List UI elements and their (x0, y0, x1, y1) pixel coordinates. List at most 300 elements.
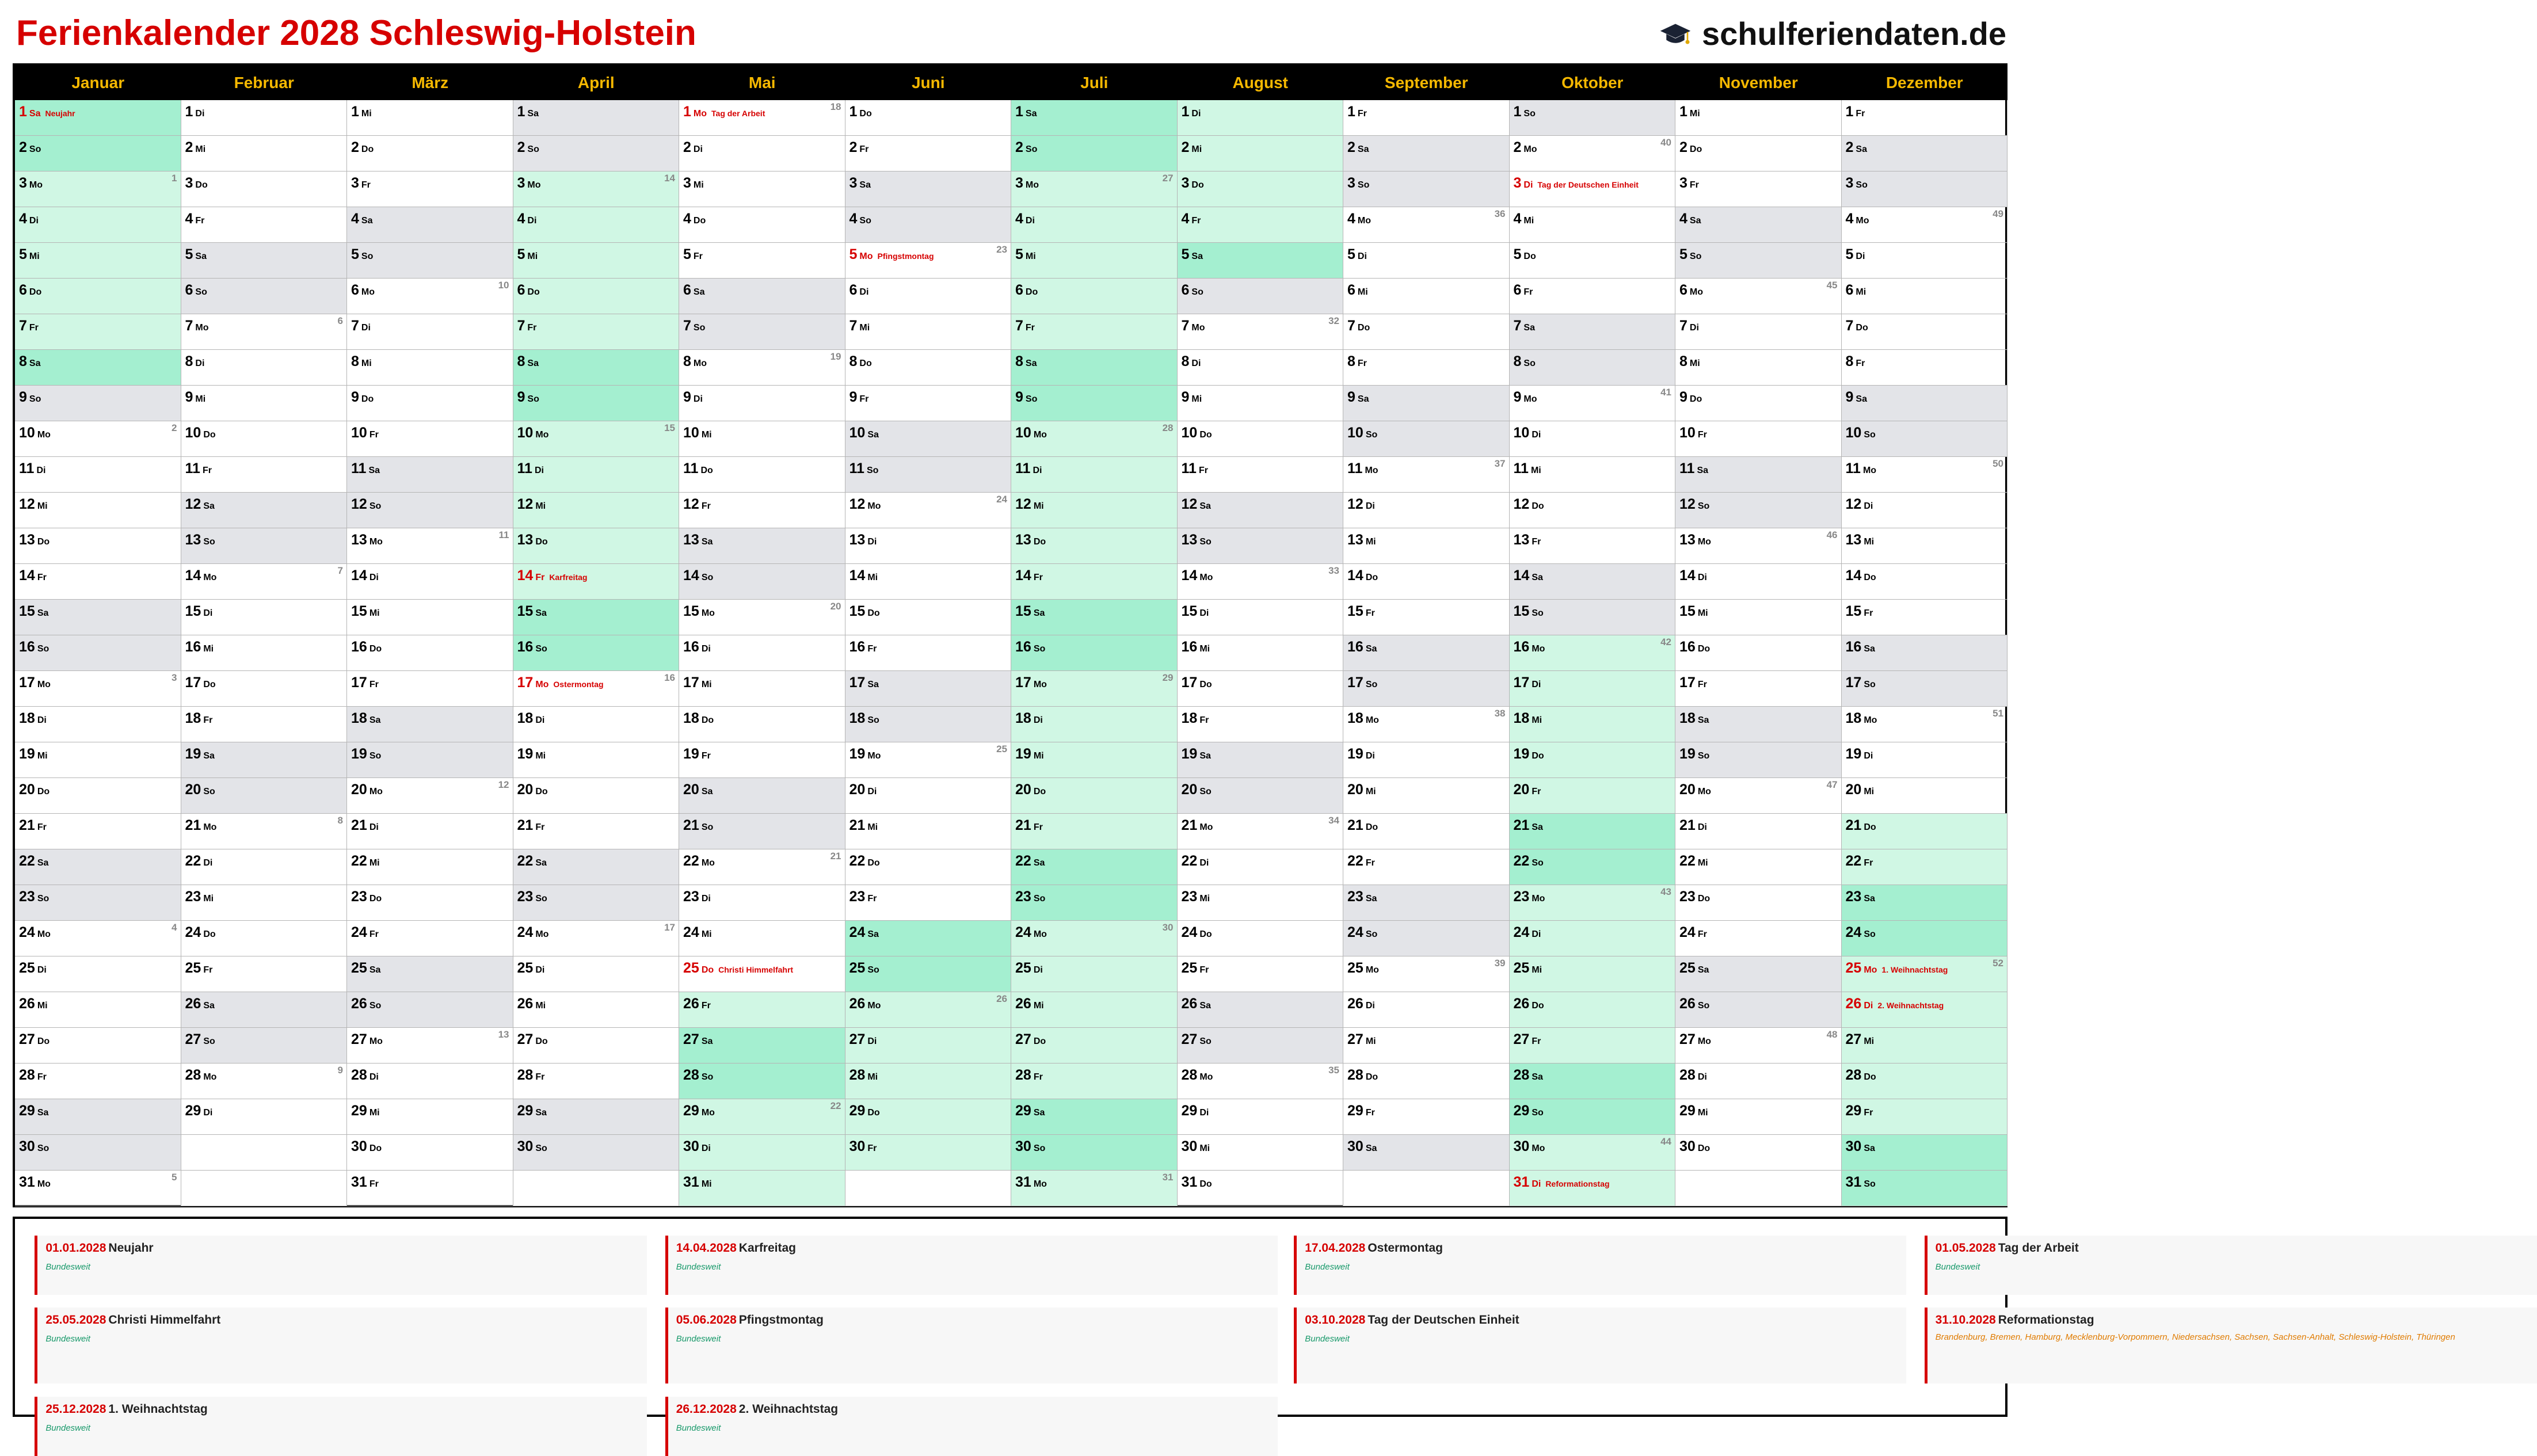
day-cell[interactable] (679, 421, 845, 457)
day-cell[interactable] (347, 1028, 513, 1064)
day-cell[interactable] (1842, 457, 2008, 493)
day-cell[interactable] (513, 1135, 680, 1171)
day-cell[interactable] (1011, 814, 1178, 849)
day-cell[interactable] (1510, 421, 1676, 457)
day-cell[interactable] (513, 564, 680, 600)
day-cell[interactable] (181, 778, 348, 814)
day-cell[interactable] (15, 742, 181, 778)
day-cell[interactable] (845, 314, 1012, 350)
day-cell[interactable] (1510, 992, 1676, 1028)
day-cell[interactable] (15, 885, 181, 921)
day-cell[interactable] (1178, 778, 1344, 814)
day-cell[interactable] (1842, 386, 2008, 421)
day-cell[interactable] (1011, 671, 1178, 707)
day-cell[interactable] (181, 992, 348, 1028)
day-cell[interactable] (1011, 528, 1178, 564)
day-cell[interactable] (1510, 243, 1676, 279)
day-cell[interactable] (1011, 742, 1178, 778)
day-cell[interactable] (347, 1135, 513, 1171)
day-cell[interactable] (1178, 100, 1344, 136)
day-cell[interactable] (1842, 778, 2008, 814)
day-cell[interactable] (181, 849, 348, 885)
day-cell[interactable] (15, 992, 181, 1028)
day-cell[interactable] (513, 778, 680, 814)
day-cell[interactable] (679, 100, 845, 136)
day-cell[interactable] (1011, 956, 1178, 992)
day-cell[interactable] (513, 635, 680, 671)
day-cell[interactable] (513, 956, 680, 992)
day-cell[interactable] (513, 421, 680, 457)
day-cell[interactable] (1842, 1099, 2008, 1135)
day-cell[interactable] (181, 742, 348, 778)
day-cell[interactable] (15, 778, 181, 814)
day-cell[interactable] (1343, 885, 1510, 921)
day-cell[interactable] (181, 171, 348, 207)
day-cell[interactable] (1675, 136, 1842, 171)
day-cell[interactable] (181, 207, 348, 243)
day-cell[interactable] (1842, 956, 2008, 992)
day-cell[interactable] (1011, 849, 1178, 885)
day-cell[interactable] (347, 279, 513, 314)
day-cell[interactable] (1178, 1064, 1344, 1099)
day-cell[interactable] (1675, 564, 1842, 600)
day-cell[interactable] (845, 279, 1012, 314)
day-cell[interactable] (1011, 421, 1178, 457)
day-cell[interactable] (679, 457, 845, 493)
day-cell[interactable] (1842, 1171, 2008, 1206)
day-cell[interactable] (513, 279, 680, 314)
day-cell[interactable] (1675, 528, 1842, 564)
day-cell[interactable] (1178, 564, 1344, 600)
day-cell[interactable] (513, 1099, 680, 1135)
day-cell[interactable] (181, 635, 348, 671)
day-cell[interactable] (347, 707, 513, 742)
day-cell[interactable] (1011, 136, 1178, 171)
day-cell[interactable] (845, 600, 1012, 635)
day-cell[interactable] (347, 421, 513, 457)
day-cell[interactable] (513, 457, 680, 493)
day-cell[interactable] (1842, 849, 2008, 885)
day-cell[interactable] (15, 350, 181, 386)
day-cell[interactable] (1510, 814, 1676, 849)
day-cell[interactable] (513, 171, 680, 207)
day-cell[interactable] (845, 849, 1012, 885)
day-cell[interactable] (15, 1099, 181, 1135)
day-cell[interactable] (845, 956, 1012, 992)
day-cell[interactable] (15, 1171, 181, 1206)
day-cell[interactable] (15, 635, 181, 671)
day-cell[interactable] (181, 671, 348, 707)
day-cell[interactable] (1343, 386, 1510, 421)
day-cell[interactable] (347, 814, 513, 849)
day-cell[interactable] (1842, 207, 2008, 243)
day-cell[interactable] (679, 992, 845, 1028)
day-cell[interactable] (347, 742, 513, 778)
day-cell[interactable] (679, 849, 845, 885)
day-cell[interactable] (845, 421, 1012, 457)
day-cell[interactable] (15, 421, 181, 457)
day-cell[interactable] (513, 100, 680, 136)
day-cell[interactable] (1343, 1135, 1510, 1171)
day-cell[interactable] (679, 921, 845, 956)
day-cell[interactable] (181, 100, 348, 136)
day-cell[interactable] (1178, 707, 1344, 742)
day-cell[interactable] (1675, 421, 1842, 457)
day-cell[interactable] (181, 885, 348, 921)
day-cell[interactable] (15, 279, 181, 314)
day-cell[interactable] (1178, 671, 1344, 707)
day-cell[interactable] (347, 849, 513, 885)
day-cell[interactable] (1675, 742, 1842, 778)
day-cell[interactable] (347, 600, 513, 635)
day-cell[interactable] (679, 1171, 845, 1206)
day-cell[interactable] (181, 921, 348, 956)
day-cell[interactable] (347, 350, 513, 386)
day-cell[interactable] (1178, 921, 1344, 956)
day-cell[interactable] (15, 1135, 181, 1171)
day-cell[interactable] (845, 814, 1012, 849)
day-cell[interactable] (347, 1171, 513, 1206)
day-cell[interactable] (1178, 1171, 1344, 1206)
day-cell[interactable] (513, 671, 680, 707)
day-cell[interactable] (1011, 243, 1178, 279)
day-cell[interactable] (1675, 457, 1842, 493)
day-cell[interactable] (1842, 814, 2008, 849)
day-cell[interactable] (1178, 885, 1344, 921)
day-cell[interactable] (845, 493, 1012, 528)
day-cell[interactable] (679, 885, 845, 921)
day-cell[interactable] (181, 243, 348, 279)
day-cell[interactable] (347, 207, 513, 243)
day-cell[interactable] (15, 171, 181, 207)
day-cell[interactable] (1675, 778, 1842, 814)
day-cell[interactable] (513, 814, 680, 849)
day-cell[interactable] (1343, 171, 1510, 207)
day-cell[interactable] (513, 314, 680, 350)
day-cell[interactable] (1011, 207, 1178, 243)
day-cell[interactable] (1178, 314, 1344, 350)
day-cell[interactable] (1842, 992, 2008, 1028)
day-cell[interactable] (1510, 100, 1676, 136)
day-cell[interactable] (679, 1028, 845, 1064)
day-cell[interactable] (181, 528, 348, 564)
day-cell[interactable] (181, 136, 348, 171)
day-cell[interactable] (845, 528, 1012, 564)
day-cell[interactable] (347, 528, 513, 564)
day-cell[interactable] (1510, 528, 1676, 564)
day-cell[interactable] (1510, 1099, 1676, 1135)
day-cell[interactable] (15, 707, 181, 742)
day-cell[interactable] (1510, 457, 1676, 493)
day-cell[interactable] (15, 600, 181, 635)
day-cell[interactable] (1675, 635, 1842, 671)
day-cell[interactable] (1343, 921, 1510, 956)
day-cell[interactable] (679, 778, 845, 814)
day-cell[interactable] (845, 386, 1012, 421)
day-cell[interactable] (1842, 243, 2008, 279)
day-cell[interactable] (513, 386, 680, 421)
day-cell[interactable] (1011, 279, 1178, 314)
day-cell[interactable] (1011, 171, 1178, 207)
day-cell[interactable] (1011, 564, 1178, 600)
day-cell[interactable] (15, 386, 181, 421)
day-cell[interactable] (1842, 1064, 2008, 1099)
day-cell[interactable] (679, 243, 845, 279)
day-cell[interactable] (1178, 457, 1344, 493)
day-cell[interactable] (181, 279, 348, 314)
day-cell[interactable] (1178, 171, 1344, 207)
brand[interactable] (1659, 15, 2006, 52)
day-cell[interactable] (181, 1028, 348, 1064)
day-cell[interactable] (1343, 992, 1510, 1028)
day-cell[interactable] (1011, 1171, 1178, 1206)
day-cell[interactable] (347, 493, 513, 528)
day-cell[interactable] (1178, 207, 1344, 243)
day-cell[interactable] (181, 814, 348, 849)
day-cell[interactable] (679, 136, 845, 171)
day-cell[interactable] (1011, 493, 1178, 528)
day-cell[interactable] (845, 207, 1012, 243)
day-cell[interactable] (1343, 635, 1510, 671)
day-cell[interactable] (1510, 350, 1676, 386)
day-cell[interactable] (513, 885, 680, 921)
day-cell[interactable] (347, 1064, 513, 1099)
day-cell[interactable] (1011, 600, 1178, 635)
day-cell[interactable] (845, 885, 1012, 921)
day-cell[interactable] (347, 635, 513, 671)
day-cell[interactable] (1842, 493, 2008, 528)
day-cell[interactable] (845, 350, 1012, 386)
day-cell[interactable] (15, 921, 181, 956)
day-cell[interactable] (513, 207, 680, 243)
day-cell[interactable] (1675, 100, 1842, 136)
day-cell[interactable] (1343, 707, 1510, 742)
day-cell[interactable] (679, 386, 845, 421)
day-cell[interactable] (1343, 1099, 1510, 1135)
day-cell[interactable] (1510, 742, 1676, 778)
day-cell[interactable] (15, 136, 181, 171)
day-cell[interactable] (347, 778, 513, 814)
day-cell[interactable] (181, 493, 348, 528)
day-cell[interactable] (1343, 671, 1510, 707)
day-cell[interactable] (679, 1064, 845, 1099)
day-cell[interactable] (1675, 1099, 1842, 1135)
day-cell[interactable] (1343, 100, 1510, 136)
day-cell[interactable] (1510, 956, 1676, 992)
day-cell[interactable] (679, 207, 845, 243)
day-cell[interactable] (1675, 921, 1842, 956)
day-cell[interactable] (1842, 171, 2008, 207)
day-cell[interactable] (1675, 171, 1842, 207)
day-cell[interactable] (1011, 921, 1178, 956)
day-cell[interactable] (1343, 1028, 1510, 1064)
day-cell[interactable] (1343, 564, 1510, 600)
day-cell[interactable] (1011, 1064, 1178, 1099)
day-cell[interactable] (1675, 956, 1842, 992)
day-cell[interactable] (1011, 992, 1178, 1028)
day-cell[interactable] (1510, 885, 1676, 921)
day-cell[interactable] (1842, 671, 2008, 707)
day-cell[interactable] (1510, 136, 1676, 171)
day-cell[interactable] (1510, 600, 1676, 635)
day-cell[interactable] (1178, 742, 1344, 778)
day-cell[interactable] (1011, 1099, 1178, 1135)
day-cell[interactable] (1675, 600, 1842, 635)
day-cell[interactable] (1178, 635, 1344, 671)
day-cell[interactable] (1343, 314, 1510, 350)
day-cell[interactable] (1510, 707, 1676, 742)
day-cell[interactable] (1011, 100, 1178, 136)
day-cell[interactable] (347, 564, 513, 600)
day-cell[interactable] (1178, 350, 1344, 386)
day-cell[interactable] (679, 814, 845, 849)
day-cell[interactable] (679, 956, 845, 992)
day-cell[interactable] (845, 707, 1012, 742)
day-cell[interactable] (347, 457, 513, 493)
day-cell[interactable] (1343, 457, 1510, 493)
day-cell[interactable] (347, 386, 513, 421)
day-cell[interactable] (347, 956, 513, 992)
day-cell[interactable] (1011, 1135, 1178, 1171)
day-cell[interactable] (1842, 635, 2008, 671)
day-cell[interactable] (1675, 493, 1842, 528)
day-cell[interactable] (1675, 243, 1842, 279)
day-cell[interactable] (1510, 279, 1676, 314)
day-cell[interactable] (679, 314, 845, 350)
day-cell[interactable] (1178, 814, 1344, 849)
day-cell[interactable] (679, 564, 845, 600)
day-cell[interactable] (1675, 1028, 1842, 1064)
day-cell[interactable] (1842, 564, 2008, 600)
day-cell[interactable] (1343, 421, 1510, 457)
day-cell[interactable] (845, 457, 1012, 493)
day-cell[interactable] (1842, 1135, 2008, 1171)
day-cell[interactable] (1178, 956, 1344, 992)
day-cell[interactable] (15, 956, 181, 992)
day-cell[interactable] (1842, 350, 2008, 386)
day-cell[interactable] (679, 671, 845, 707)
day-cell[interactable] (1675, 1135, 1842, 1171)
day-cell[interactable] (15, 243, 181, 279)
day-cell[interactable] (1510, 1028, 1676, 1064)
day-cell[interactable] (1343, 849, 1510, 885)
day-cell[interactable] (513, 921, 680, 956)
day-cell[interactable] (1178, 493, 1344, 528)
day-cell[interactable] (845, 921, 1012, 956)
day-cell[interactable] (181, 350, 348, 386)
day-cell[interactable] (1178, 421, 1344, 457)
day-cell[interactable] (1011, 778, 1178, 814)
day-cell[interactable] (1510, 635, 1676, 671)
day-cell[interactable] (347, 243, 513, 279)
day-cell[interactable] (513, 350, 680, 386)
day-cell[interactable] (1510, 1064, 1676, 1099)
day-cell[interactable] (1842, 742, 2008, 778)
day-cell[interactable] (15, 1064, 181, 1099)
day-cell[interactable] (347, 171, 513, 207)
day-cell[interactable] (1178, 1028, 1344, 1064)
day-cell[interactable] (347, 136, 513, 171)
day-cell[interactable] (513, 742, 680, 778)
day-cell[interactable] (1675, 279, 1842, 314)
day-cell[interactable] (1842, 707, 2008, 742)
day-cell[interactable] (845, 992, 1012, 1028)
day-cell[interactable] (1343, 778, 1510, 814)
day-cell[interactable] (513, 136, 680, 171)
day-cell[interactable] (679, 493, 845, 528)
day-cell[interactable] (1011, 386, 1178, 421)
day-cell[interactable] (181, 314, 348, 350)
day-cell[interactable] (1011, 707, 1178, 742)
day-cell[interactable] (181, 386, 348, 421)
day-cell[interactable] (1510, 1135, 1676, 1171)
day-cell[interactable] (15, 493, 181, 528)
day-cell[interactable] (347, 314, 513, 350)
day-cell[interactable] (181, 564, 348, 600)
day-cell[interactable] (15, 849, 181, 885)
day-cell[interactable] (1675, 814, 1842, 849)
day-cell[interactable] (845, 136, 1012, 171)
day-cell[interactable] (845, 243, 1012, 279)
day-cell[interactable] (1178, 1099, 1344, 1135)
day-cell[interactable] (1510, 314, 1676, 350)
day-cell[interactable] (513, 528, 680, 564)
day-cell[interactable] (1011, 314, 1178, 350)
day-cell[interactable] (1842, 100, 2008, 136)
day-cell[interactable] (1343, 956, 1510, 992)
day-cell[interactable] (679, 279, 845, 314)
day-cell[interactable] (1178, 849, 1344, 885)
day-cell[interactable] (181, 707, 348, 742)
day-cell[interactable] (513, 1064, 680, 1099)
day-cell[interactable] (1178, 136, 1344, 171)
day-cell[interactable] (1510, 1171, 1676, 1206)
day-cell[interactable] (845, 635, 1012, 671)
day-cell[interactable] (1675, 207, 1842, 243)
day-cell[interactable] (181, 421, 348, 457)
day-cell[interactable] (845, 1028, 1012, 1064)
day-cell[interactable] (845, 1064, 1012, 1099)
day-cell[interactable] (1343, 528, 1510, 564)
day-cell[interactable] (513, 493, 680, 528)
day-cell[interactable] (1343, 279, 1510, 314)
day-cell[interactable] (181, 956, 348, 992)
day-cell[interactable] (1343, 742, 1510, 778)
day-cell[interactable] (1510, 671, 1676, 707)
day-cell[interactable] (513, 849, 680, 885)
brand-name[interactable]: schulferiendaten.de (1701, 16, 2006, 52)
day-cell[interactable] (1842, 885, 2008, 921)
day-cell[interactable] (679, 707, 845, 742)
day-cell[interactable] (1343, 243, 1510, 279)
day-cell[interactable] (1675, 386, 1842, 421)
day-cell[interactable] (845, 100, 1012, 136)
day-cell[interactable] (15, 1028, 181, 1064)
day-cell[interactable] (15, 207, 181, 243)
day-cell[interactable] (1675, 992, 1842, 1028)
day-cell[interactable] (1178, 386, 1344, 421)
day-cell[interactable] (1510, 493, 1676, 528)
day-cell[interactable] (1842, 421, 2008, 457)
day-cell[interactable] (1178, 528, 1344, 564)
day-cell[interactable] (679, 742, 845, 778)
day-cell[interactable] (1178, 992, 1344, 1028)
day-cell[interactable] (1343, 814, 1510, 849)
day-cell[interactable] (15, 528, 181, 564)
day-cell[interactable] (347, 1099, 513, 1135)
day-cell[interactable] (513, 1028, 680, 1064)
day-cell[interactable] (1011, 885, 1178, 921)
